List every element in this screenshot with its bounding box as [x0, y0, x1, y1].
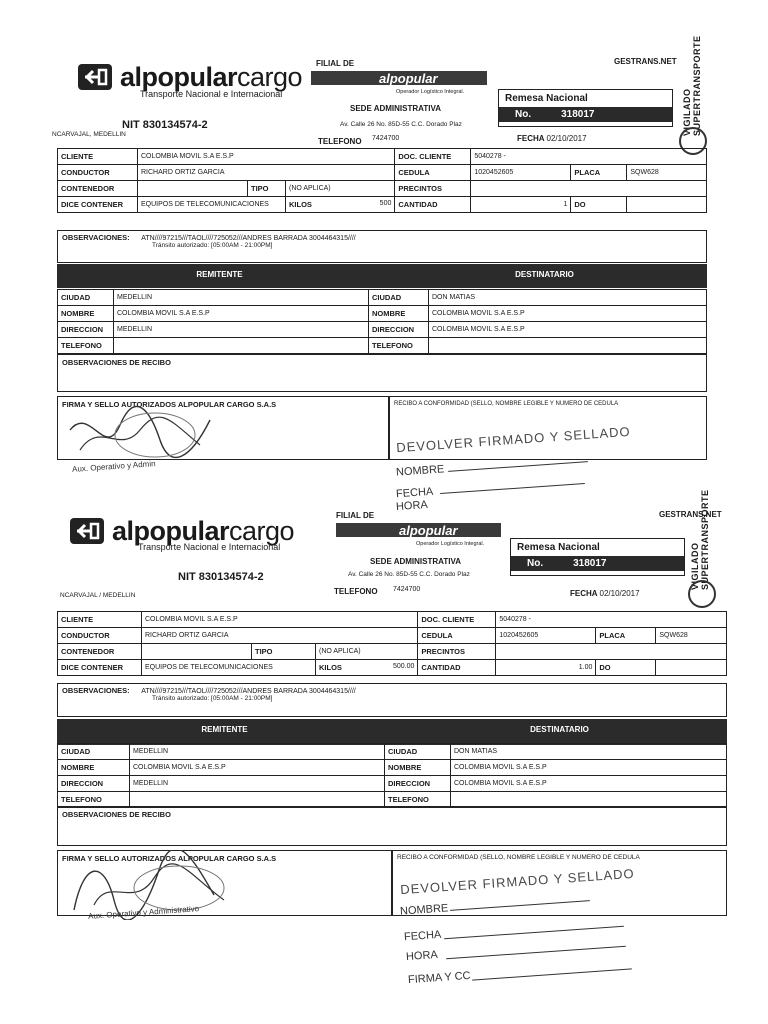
- devolver-stamp: DEVOLVER FIRMADO Y SELLADO: [399, 865, 636, 898]
- remitente-nombre-label: NOMBRE: [58, 760, 130, 776]
- destinatario-direccion-label: DIRECCION: [369, 322, 429, 338]
- devolver-stamp: DEVOLVER FIRMADO Y SELLADO: [395, 423, 632, 456]
- remesa-title: Remesa Nacional: [505, 93, 588, 104]
- remitente-direccion-value: MEDELLIN: [114, 322, 369, 338]
- shipment-table: [57, 148, 707, 213]
- do-label: DO: [596, 660, 656, 676]
- destinatario-nombre-label: NOMBRE: [369, 306, 429, 322]
- vigilado-stamp: VIGILADO SUPERTRANSPORTE: [682, 35, 702, 136]
- remesa-number-bar: No. 318017: [511, 556, 684, 571]
- conductor-value: RICHARD ORTIZ GARCIA: [142, 628, 418, 644]
- filial-label: FILIAL DE: [336, 511, 375, 520]
- destinatario-nombre-value: COLOMBIA MOVIL S.A E.S.P: [429, 306, 707, 322]
- placa-label: PLACA: [596, 628, 656, 644]
- kilos-value: 500.00: [392, 663, 415, 670]
- stamp-firma-cc-line: [472, 968, 632, 980]
- remesa-box: [510, 538, 685, 576]
- precintos-label: PRECINTOS: [418, 644, 496, 660]
- placa-value: SQW628: [627, 165, 707, 181]
- aux-operativo-stamp: Aux. Operativo y Admin: [71, 459, 156, 474]
- fecha-value: 02/10/2017: [546, 134, 587, 143]
- company-nit: NIT 830134574-2: [122, 119, 208, 131]
- gestrans-label: GESTRANS.NET: [659, 510, 722, 519]
- parent-brand-bar: [336, 523, 501, 537]
- do-value: [627, 197, 707, 213]
- observaciones-recibo-box: [57, 354, 707, 392]
- telefono-label: TELEFONO: [334, 587, 378, 596]
- remitente-header: REMITENTE: [196, 270, 243, 279]
- observaciones-label: OBSERVACIONES:: [62, 233, 130, 242]
- kilos-value: 500: [379, 200, 392, 207]
- remesa-number-bar: No. 318017: [499, 107, 672, 122]
- recibo-label: RECIBO A CONFORMIDAD (SELLO, NOMBRE LEGIBLE Y NUMERO DE CEDULA: [394, 401, 619, 407]
- dice-contener-value: EQUIPOS DE TELECOMUNICACIONES: [138, 197, 286, 213]
- dice-contener-label: DICE CONTENER: [58, 197, 138, 213]
- remitente-ciudad-value: MEDELLIN: [114, 290, 369, 306]
- observaciones-label: OBSERVACIONES:: [62, 686, 130, 695]
- gestrans-label: GESTRANS.NET: [614, 57, 677, 66]
- cliente-value: COLOMBIA MOVIL S.A E.S.P: [142, 612, 418, 628]
- transito-value: Tránsito autorizado: [05:00AM - 21:00PM]: [152, 242, 273, 249]
- do-value: [656, 660, 727, 676]
- cedula-label: CEDULA: [418, 628, 496, 644]
- remitente-nombre-label: NOMBRE: [58, 306, 114, 322]
- parties-header-bar: [57, 719, 727, 745]
- contenedor-value: [138, 181, 248, 197]
- remitente-direccion-label: DIRECCION: [58, 776, 130, 792]
- firma-label: FIRMA Y SELLO AUTORIZADOS ALPOPULAR CARGO S.A.S: [62, 400, 277, 409]
- parties-table: [57, 743, 727, 808]
- remitente-telefono-label: TELEFONO: [58, 338, 114, 354]
- stamp-nombre-label: NOMBRE: [399, 902, 449, 918]
- tipo-label: TIPO: [248, 181, 286, 197]
- contenedor-value: [142, 644, 252, 660]
- parties-header-bar: [57, 264, 707, 288]
- remesa-number: 318017: [573, 558, 607, 569]
- destinatario-header: DESTINATARIO: [530, 725, 589, 734]
- remitente-direccion-label: DIRECCION: [58, 322, 114, 338]
- observaciones-recibo-box: [57, 806, 727, 846]
- origin-location: NCARVAJAL, MEDELLIN: [52, 131, 126, 138]
- remesa-title: Remesa Nacional: [517, 542, 600, 553]
- cantidad-label: CANTIDAD: [418, 660, 496, 676]
- destinatario-direccion-value: COLOMBIA MOVIL S.A E.S.P: [451, 776, 727, 792]
- tipo-value: (NO APLICA): [316, 644, 418, 660]
- telefono-label: TELEFONO: [318, 137, 362, 146]
- destinatario-nombre-label: NOMBRE: [385, 760, 451, 776]
- conductor-value: RICHARD ORTIZ GARCIA: [138, 165, 395, 181]
- observaciones-recibo-label: OBSERVACIONES DE RECIBO: [62, 358, 171, 367]
- vigilado-stamp: VIGILADO SUPERTRANSPORTE: [690, 489, 710, 590]
- transito-value: Tránsito autorizado: [05:00AM - 21:00PM]: [152, 695, 273, 702]
- kilos-label: KILOS: [319, 663, 342, 672]
- placa-label: PLACA: [571, 165, 627, 181]
- destinatario-ciudad-value: DON MATIAS: [451, 744, 727, 760]
- brand-name: alpopularcargo: [120, 62, 303, 92]
- recibo-label: RECIBO A CONFORMIDAD (SELLO, NOMBRE LEGIBLE Y NUMERO DE CEDULA: [397, 854, 640, 861]
- kilos-label: KILOS: [289, 200, 312, 209]
- destinatario-telefono-label: TELEFONO: [385, 792, 451, 808]
- fecha: FECHA 02/10/2017: [570, 589, 640, 598]
- brand-name: alpopularcargo: [112, 516, 295, 546]
- stamp-fecha-line: [444, 926, 624, 940]
- company-nit: NIT 830134574-2: [178, 571, 264, 583]
- fecha: FECHA 02/10/2017: [517, 134, 587, 143]
- cedula-value: 1020452605: [496, 628, 596, 644]
- stamp-fecha-label: FECHA: [403, 928, 442, 944]
- dice-contener-value: EQUIPOS DE TELECOMUNICACIONES: [142, 660, 316, 676]
- stamp-hora-label-top: HORA: [395, 498, 429, 514]
- doc-cliente-value: 5040278 -: [496, 612, 727, 628]
- contenedor-label: CONTENEDOR: [58, 644, 142, 660]
- company-logo: [70, 518, 294, 544]
- precintos-label: PRECINTOS: [395, 181, 471, 197]
- cedula-label: CEDULA: [395, 165, 471, 181]
- stamp-hora-label: HORA: [405, 948, 439, 964]
- aux-operativo-stamp: Aux. Operativo y Administrativo: [87, 904, 200, 921]
- remitente-direccion-value: MEDELLIN: [130, 776, 385, 792]
- conductor-label: CONDUCTOR: [58, 165, 138, 181]
- alpopular-logo-icon: [70, 518, 104, 544]
- stamp-fecha-line: [440, 483, 585, 494]
- kilos-cell: [316, 660, 418, 676]
- remesa-box: [498, 89, 673, 127]
- stamp-nombre-line: [448, 461, 588, 472]
- destinatario-ciudad-label: CIUDAD: [369, 290, 429, 306]
- doc-cliente-label: DOC. CLIENTE: [418, 612, 496, 628]
- cliente-label: CLIENTE: [58, 149, 138, 165]
- remitente-nombre-value: COLOMBIA MOVIL S.A E.S.P: [130, 760, 385, 776]
- conductor-label: CONDUCTOR: [58, 628, 142, 644]
- tipo-value: (NO APLICA): [286, 181, 395, 197]
- remesa-copy-1: [0, 0, 768, 500]
- destinatario-telefono-value: [429, 338, 707, 354]
- fecha-value: 02/10/2017: [599, 589, 640, 598]
- alpopular-logo-icon: [78, 64, 112, 90]
- shipment-table: [57, 611, 727, 676]
- observaciones-box: [57, 230, 707, 263]
- kilos-cell: [286, 197, 395, 213]
- sede-address: Av. Calle 26 No. 85D-55 C.C. Dorado Plaz: [340, 121, 462, 128]
- operador-text: Operador Logístico Integral.: [416, 541, 485, 547]
- stamp-nombre-label: NOMBRE: [395, 463, 445, 479]
- firma-label: FIRMA Y SELLO AUTORIZADOS ALPOPULAR CARGO S.A.S: [62, 854, 277, 863]
- contenedor-label: CONTENEDOR: [58, 181, 138, 197]
- destinatario-telefono-label: TELEFONO: [369, 338, 429, 354]
- telefono-value: 7424700: [372, 135, 400, 142]
- company-tagline: Transporte Nacional e Internacional: [138, 542, 281, 552]
- remesa-copy-2: [0, 489, 768, 1024]
- operador-text: Operador Logístico Integral.: [396, 89, 465, 95]
- cedula-value: 1020452605: [471, 165, 571, 181]
- stamp-firma-cc-label: FIRMA Y CC: [407, 969, 471, 987]
- telefono-value: 7424700: [393, 586, 421, 593]
- destinatario-direccion-value: COLOMBIA MOVIL S.A E.S.P: [429, 322, 707, 338]
- sede-label: SEDE ADMINISTRATIVA: [350, 104, 441, 113]
- company-logo: [78, 64, 302, 90]
- remitente-nombre-value: COLOMBIA MOVIL S.A E.S.P: [114, 306, 369, 322]
- destinatario-header: DESTINATARIO: [515, 270, 574, 279]
- placa-value: SQW628: [656, 628, 727, 644]
- parties-table: [57, 289, 707, 354]
- vigilado-seal-icon: [688, 580, 716, 608]
- destinatario-nombre-value: COLOMBIA MOVIL S.A E.S.P: [451, 760, 727, 776]
- cantidad-value: 1.00: [496, 660, 596, 676]
- cantidad-value: 1: [471, 197, 571, 213]
- parent-brand: alpopular: [399, 522, 458, 538]
- sede-label: SEDE ADMINISTRATIVA: [370, 557, 461, 566]
- observaciones-recibo-label: OBSERVACIONES DE RECIBO: [62, 810, 171, 819]
- remitente-ciudad-label: CIUDAD: [58, 290, 114, 306]
- destinatario-ciudad-value: DON MATIAS: [429, 290, 707, 306]
- observaciones-box: [57, 683, 727, 717]
- remitente-header: REMITENTE: [201, 725, 248, 734]
- filial-label: FILIAL DE: [316, 59, 355, 68]
- parent-brand: alpopular: [379, 70, 438, 86]
- tipo-label: TIPO: [252, 644, 316, 660]
- doc-cliente-label: DOC. CLIENTE: [395, 149, 471, 165]
- doc-cliente-value: 5040278 -: [471, 149, 707, 165]
- parent-brand-bar: [311, 71, 487, 85]
- sede-address: Av. Calle 26 No. 85D-55 C.C. Dorado Plaz: [348, 571, 470, 578]
- cliente-value: COLOMBIA MOVIL S.A E.S.P: [138, 149, 395, 165]
- origin-location: NCARVAJAL / MEDELLIN: [60, 592, 136, 599]
- stamp-hora-line: [446, 946, 626, 960]
- company-tagline: Transporte Nacional e Internacional: [140, 89, 283, 99]
- observaciones-value: ATN////97215///TAOL////725052///ANDRES BARRADA 3004464315////: [141, 235, 356, 242]
- remitente-ciudad-value: MEDELLIN: [130, 744, 385, 760]
- destinatario-direccion-label: DIRECCION: [385, 776, 451, 792]
- do-label: DO: [571, 197, 627, 213]
- observaciones-value: ATN////97215///TAOL////725052///ANDRES BARRADA 3004464315////: [141, 688, 356, 695]
- cliente-label: CLIENTE: [58, 612, 142, 628]
- precintos-value: [496, 644, 727, 660]
- destinatario-ciudad-label: CIUDAD: [385, 744, 451, 760]
- stamp-fecha-label: FECHA: [395, 485, 434, 501]
- cantidad-label: CANTIDAD: [395, 197, 471, 213]
- remitente-ciudad-label: CIUDAD: [58, 744, 130, 760]
- remitente-telefono-label: TELEFONO: [58, 792, 130, 808]
- dice-contener-label: DICE CONTENER: [58, 660, 142, 676]
- remitente-telefono-value: [114, 338, 369, 354]
- remesa-number: 318017: [561, 109, 595, 120]
- precintos-value: [471, 181, 707, 197]
